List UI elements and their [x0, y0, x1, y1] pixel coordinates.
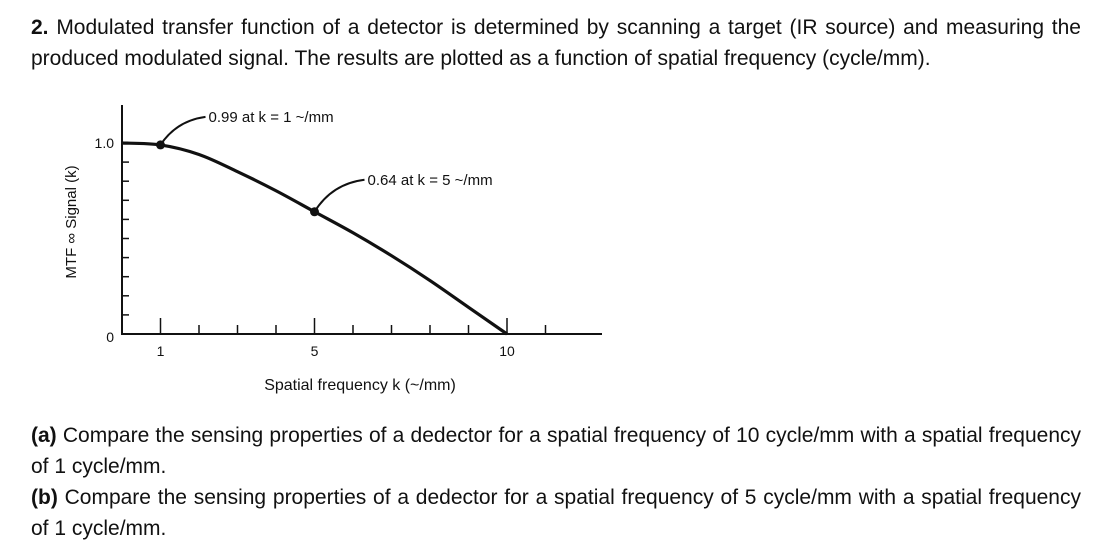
- x-tick-label: 1: [156, 343, 165, 359]
- question-b: [31, 482, 1081, 544]
- y-minor-ticks: [122, 162, 129, 315]
- y-tick-labels: [95, 135, 115, 345]
- question-b-label: (b): [31, 486, 58, 509]
- x-tick-label: 5: [310, 343, 319, 359]
- problem-number: 2.: [31, 16, 49, 39]
- x-tick-label: 10: [499, 343, 515, 359]
- annotation-leader: [315, 180, 365, 212]
- chart-annotations: [156, 109, 493, 216]
- x-tick-labels: [157, 343, 515, 359]
- x-axis-title: Spatial frequency k (~/mm): [264, 377, 456, 394]
- annotation-leader: [161, 117, 206, 145]
- question-a-label: (a): [31, 424, 57, 447]
- y-tick-label: 0: [106, 329, 114, 345]
- annotation-label: 0.64 at k = 5 ~/mm: [367, 171, 493, 189]
- y-axis-title: MTF ∞ Signal (k): [63, 165, 80, 279]
- annotation-label: 0.99 at k = 1 ~/mm: [208, 108, 334, 126]
- chart-axes: [121, 105, 602, 334]
- problem-text: Modulated transfer function of a detector is determined by scanning a target (IR source) and measuring the produced modulated signal. The results are plotted as a function of spatial frequency (cycle/mm).: [31, 16, 1081, 70]
- question-a: [31, 420, 1081, 482]
- question-b-text: Compare the sensing properties of a dedector for a spatial frequency of 5 cycle/mm with a spatial frequency of 1 cycle/mm.: [31, 486, 1081, 540]
- question-a-text: Compare the sensing properties of a dedector for a spatial frequency of 10 cycle/mm with a spatial frequency of 1 cycle/mm.: [31, 424, 1081, 478]
- y-tick-label: 1.0: [94, 135, 114, 151]
